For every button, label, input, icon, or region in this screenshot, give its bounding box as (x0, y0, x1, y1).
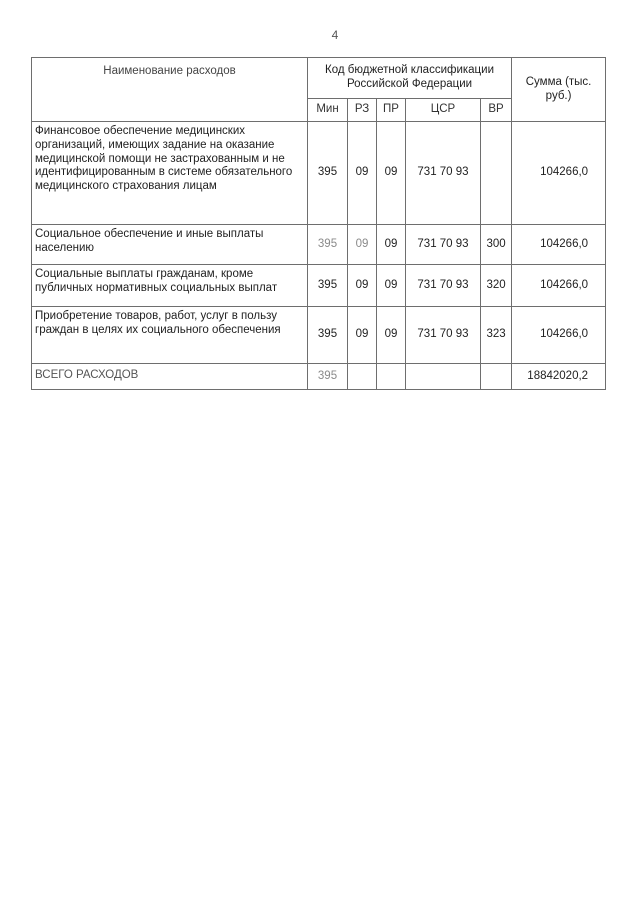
row-pr: 09 (377, 307, 406, 364)
row-name: Приобретение товаров, работ, услуг в пользу граждан в целях их социального обеспечения (32, 307, 308, 364)
table-row (32, 225, 606, 265)
row-pr: 09 (377, 225, 406, 265)
total-min: 395 (308, 364, 348, 390)
row-name: Социальные выплаты гражданам, кроме публичных нормативных социальных выплат (32, 265, 308, 307)
table-row (32, 307, 606, 364)
row-csr: 731 70 93 (406, 307, 481, 364)
row-min: 395 (308, 122, 348, 225)
row-rz: 09 (348, 265, 377, 307)
row-min: 395 (308, 307, 348, 364)
column-header-sum: Сумма (тыс. руб.) (512, 58, 606, 122)
row-csr: 731 70 93 (406, 225, 481, 265)
row-csr: 731 70 93 (406, 265, 481, 307)
row-rz: 09 (348, 122, 377, 225)
row-name: Социальное обеспечение и иные выплаты населению (32, 225, 308, 265)
total-csr (406, 364, 481, 390)
row-vr (481, 122, 512, 225)
row-sum: 104266,0 (512, 225, 606, 265)
table-row (32, 122, 606, 225)
row-vr: 320 (481, 265, 512, 307)
row-min: 395 (308, 225, 348, 265)
row-sum: 104266,0 (512, 265, 606, 307)
row-rz: 09 (348, 307, 377, 364)
row-pr: 09 (377, 122, 406, 225)
column-header-pr: ПР (377, 99, 406, 122)
row-vr: 323 (481, 307, 512, 364)
total-label: ВСЕГО РАСХОДОВ (32, 364, 308, 390)
total-rz (348, 364, 377, 390)
table-row (32, 265, 606, 307)
row-rz: 09 (348, 225, 377, 265)
row-pr: 09 (377, 265, 406, 307)
total-vr (481, 364, 512, 390)
column-header-vr: ВР (481, 99, 512, 122)
table-header-row (32, 58, 606, 99)
row-sum: 104266,0 (512, 122, 606, 225)
expenditure-table (31, 57, 606, 390)
column-header-name: Наименование расходов (32, 58, 308, 122)
row-csr: 731 70 93 (406, 122, 481, 225)
page-number: 4 (331, 28, 339, 42)
column-header-min: Мин (308, 99, 348, 122)
row-name: Финансовое обеспечение медицинских организаций, имеющих задание на оказание медицинской помощи не застрахованным и не идентифицированным в системе обязательного медицинского страхования лицам (32, 122, 308, 225)
column-header-csr: ЦСР (406, 99, 481, 122)
row-min: 395 (308, 265, 348, 307)
column-header-kbk: Код бюджетной классификации Российской Федерации (308, 58, 512, 99)
row-vr: 300 (481, 225, 512, 265)
column-header-rz: РЗ (348, 99, 377, 122)
row-sum: 104266,0 (512, 307, 606, 364)
total-row (32, 364, 606, 390)
total-pr (377, 364, 406, 390)
total-sum: 18842020,2 (512, 364, 606, 390)
